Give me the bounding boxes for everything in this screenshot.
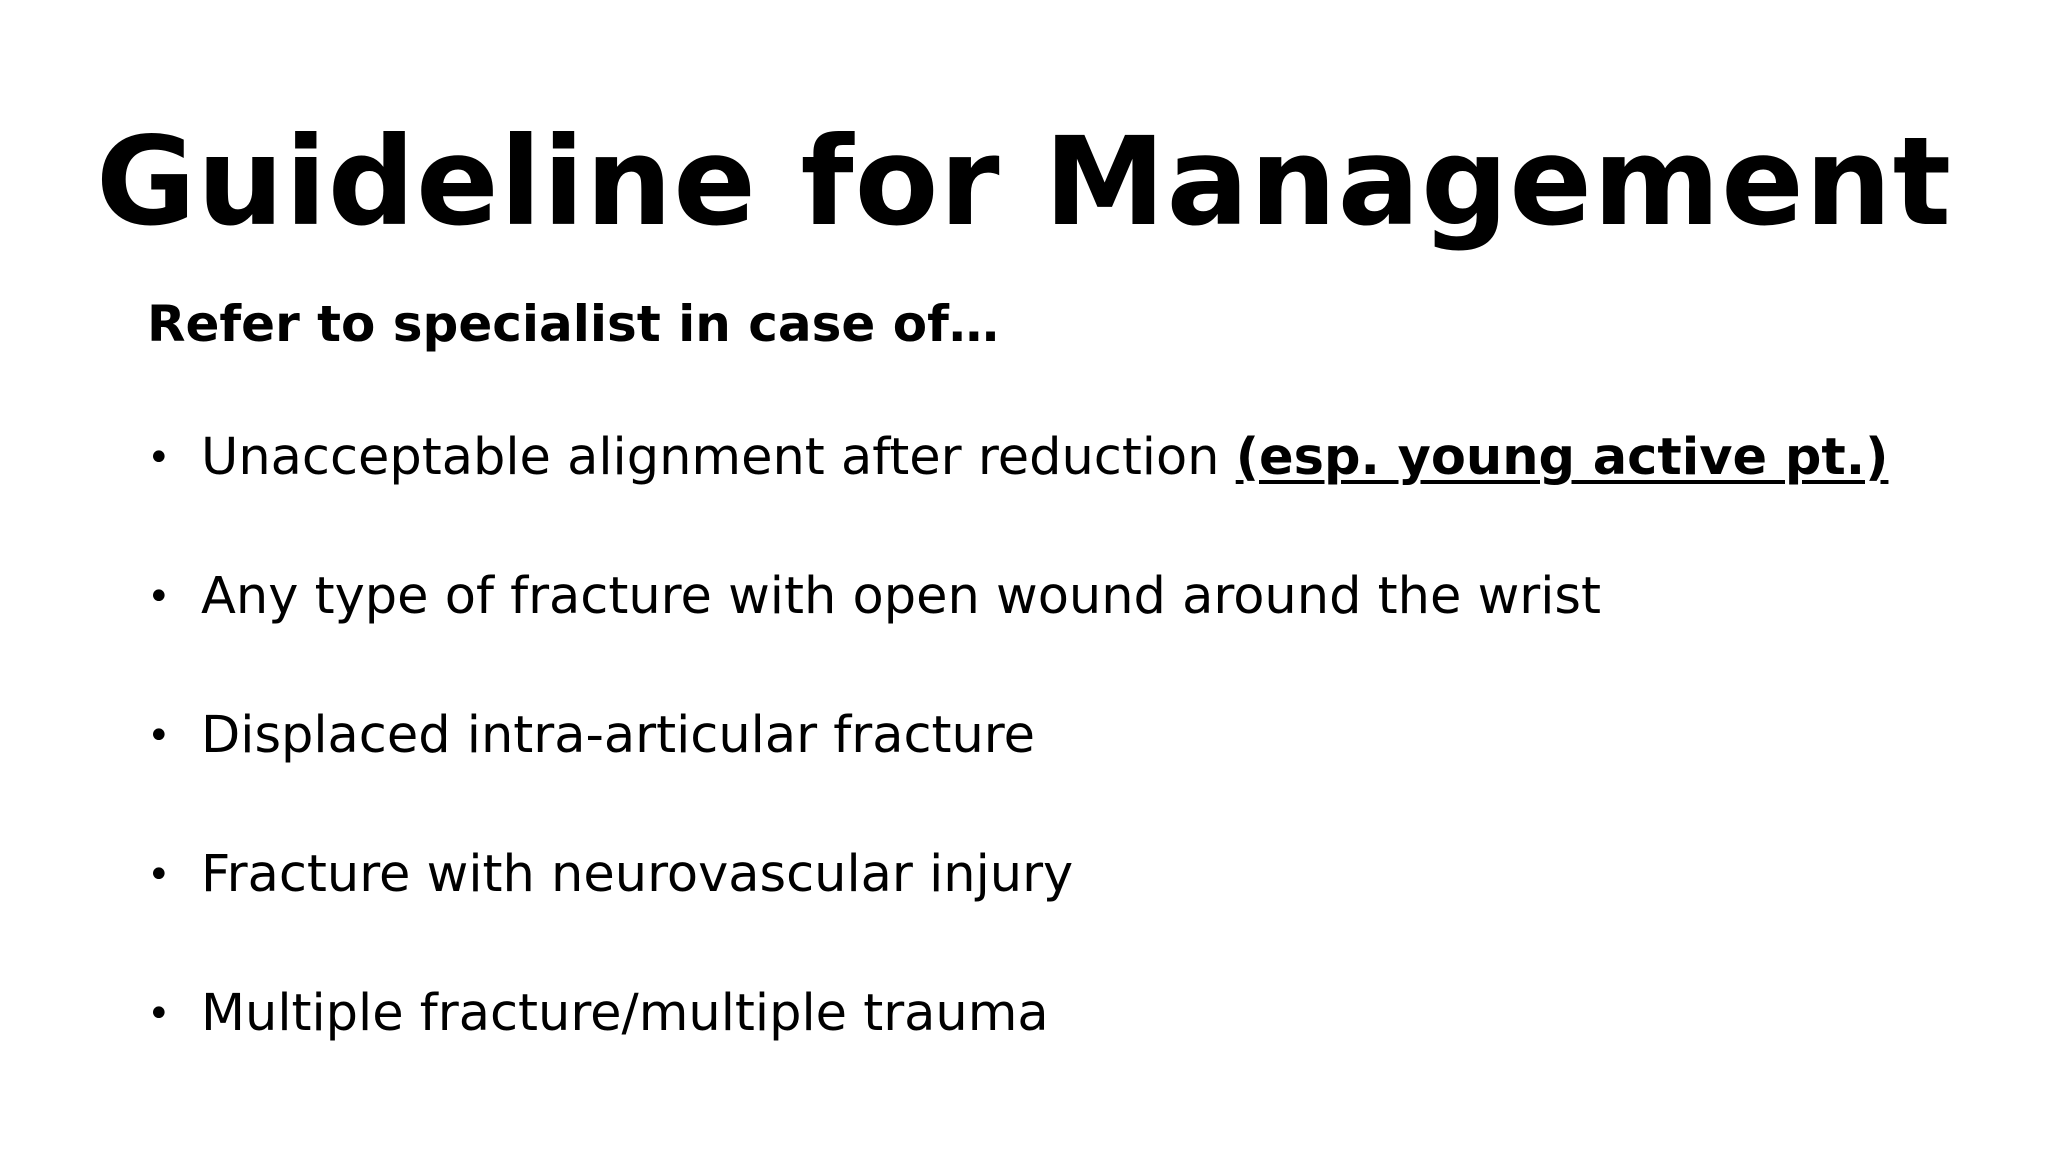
list-item-text: Any type of fracture with open wound around the wrist (201, 567, 1601, 626)
slide-title: Guideline for Management (95, 111, 1953, 253)
bullet-icon: • (147, 574, 171, 620)
list-item-text: Multiple fracture/multiple trauma (201, 984, 1049, 1043)
bullet-icon: • (147, 991, 171, 1037)
slide-subtitle: Refer to specialist in case of… (147, 295, 999, 353)
list-item-emphasis: (esp. young active pt.) (1235, 428, 1889, 487)
list-item-text: Displaced intra-articular fracture (201, 706, 1036, 765)
bullet-icon: • (147, 435, 171, 481)
bullet-icon: • (147, 852, 171, 898)
list-item-text: Fracture with neurovascular injury (201, 845, 1074, 904)
list-item-text: Unacceptable alignment after reduction (201, 428, 1236, 487)
bullet-icon: • (147, 713, 171, 759)
